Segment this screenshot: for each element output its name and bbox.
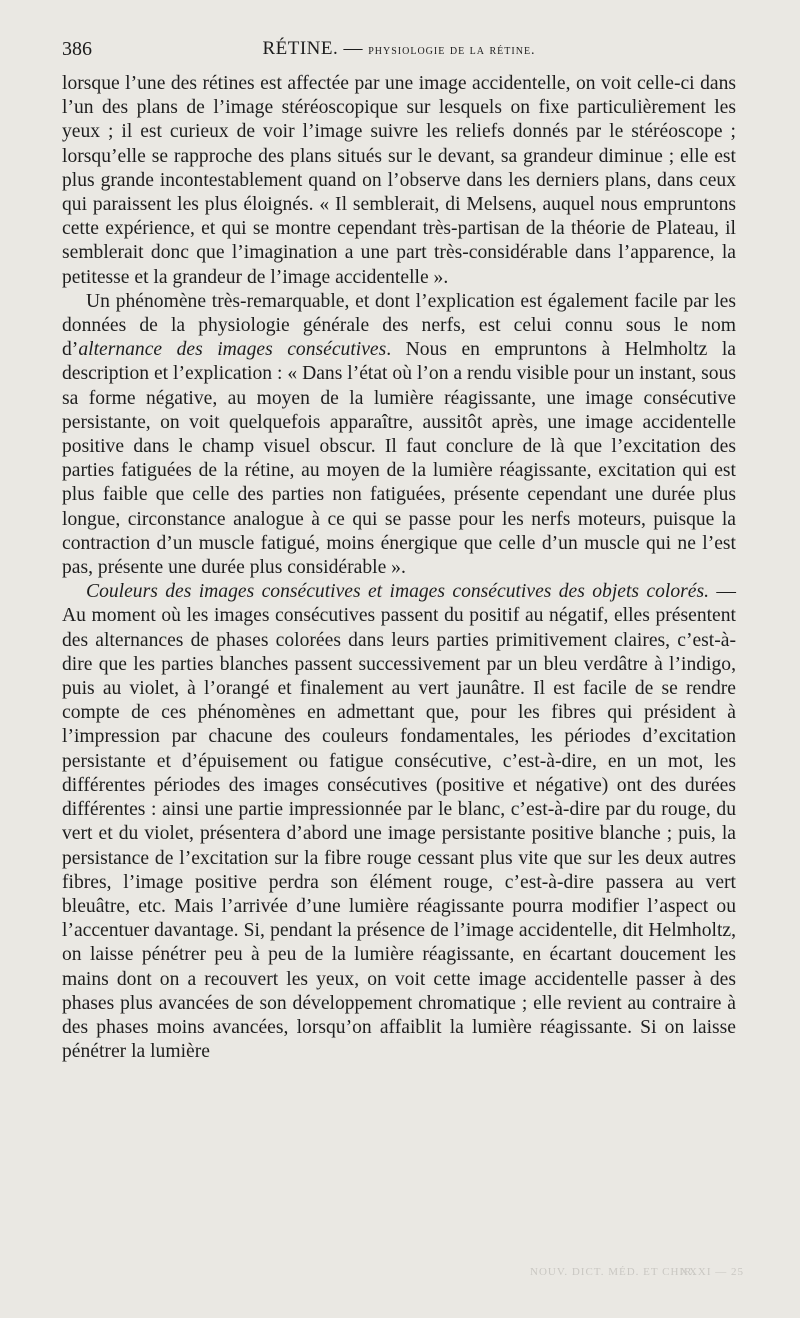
paragraph-2-start: Un phénomène très-remarquable, et dont l’explication est également facile par les données de la physiologie générale des nerfs, est celui connu sous le nom d’ [62, 290, 736, 361]
paragraph-2-term: alternance des images consécutives [78, 339, 387, 361]
paragraph-1: lorsque l’une des rétines est affectée par une image accidentelle, on voit celle-ci dans l’un des plans de l’image stéréoscopique sur lesquels on fixe particulièrement les yeux ; il est curieux de voir l’image suivre les reliefs donnés par le stéréoscope ; lorsqu’elle se rapproche des plans situés sur le devant, sa grandeur diminue ; elle est plus grande incontestablement quand on l’observe dans les derniers plans, dans ceux qui paraissent les plus éloignés. « Il semblerait, di Melsens, auquel nous empruntons cette expérience, et qui se montre cependant très-partisan de la théorie de Plateau, il semblerait donc que l’imagination a une part très-considérable dans l’apparence, la petitesse et la grandeur de l’image accidentelle ». [62, 73, 736, 288]
paragraph-3-text: — Au moment où les images consécutives passent du positif au négatif, elles présentent des alternances de phases colorées dans leurs parties primitivement claires, c’est-à-dire que les parties blanches passent successivement par un bleu verdâtre à l’indigo, puis au violet, à l’orangé et finalement au vert jaunâtre. Il est facile de se rendre compte de ces phénomènes en admettant que, pour les fibres qui président à l’impression par chacune des couleurs fondamentales, les périodes d’excitation persistante et d’épuisement ou fatigue consécutive, c’est-à-dire, en un mot, les différentes périodes des images consécutives (positive et négative) ont des durées différentes : ainsi une partie impressionnée par le blanc, c’est-à-dire par du rouge, du vert et du violet, présentera d’abord une image persistante positive blanche ; puis, la persistance de l’excitation sur la fibre rouge cessant plus vite que sur les deux autres fibres, l’image positive perdra son élément rouge, c’est-à-dire passera au vert bleuâtre, etc. Mais l’arrivée d’une lumière réagissante pourra modifier l’aspect ou l’accentuer davantage. Si, pendant la présence de l’image accidentelle, dit Helmholtz, on laisse pénétrer peu à peu de la lumière réagissante, en écartant doucement les mains dont on a recouvert les yeux, on voit cette image accidentelle passer à des phases plus avancées de son développement chromatique ; elle revient au contraire à des phases moins avancées, lorsqu’on affaiblit la lumière réagissante. Si on laisse pénétrer la lumière [62, 581, 736, 1063]
footer-signature: NOUV. DICT. MÉD. ET CHIR. [530, 1266, 697, 1278]
paragraph-3 [62, 580, 736, 1064]
header-subtitle: physiologie de la rétine. [368, 43, 536, 58]
header-title: RÉTINE. — [262, 38, 363, 59]
footer-sheet: XXXI — 25 [680, 1266, 744, 1278]
paragraph-2-rest: . Nous en empruntons à Helmholtz la description et l’explication : « Dans l’état où l’on a rendu visible pour un instant, sous sa forme négative, au moyen de la lumière réagissante, une image consécutive persistante, on voit quelquefois apparaître, aussitôt après, une image accidentelle positive dans le champ visuel obscur. Il faut conclure de là que l’excitation des parties fatiguées de la rétine, au moyen de la lumière réagissante, excitation qui est plus faible que celle des parties non fatiguées, présente cependant une durée plus longue, circonstance analogue à ce qui se passe pour les nerfs moteurs, puisque la contraction d’un muscle fatigué, moins énergique que celle d’un muscle qui ne l’est pas, présente une durée plus considérable ». [62, 339, 736, 579]
body-text [62, 72, 736, 1064]
running-title [62, 38, 736, 60]
page-number: 386 [62, 38, 92, 60]
paragraph-2 [62, 290, 736, 580]
section-heading: Couleurs des images consécutives et images consécutives des objets colorés. [86, 581, 710, 603]
running-header [62, 38, 736, 68]
